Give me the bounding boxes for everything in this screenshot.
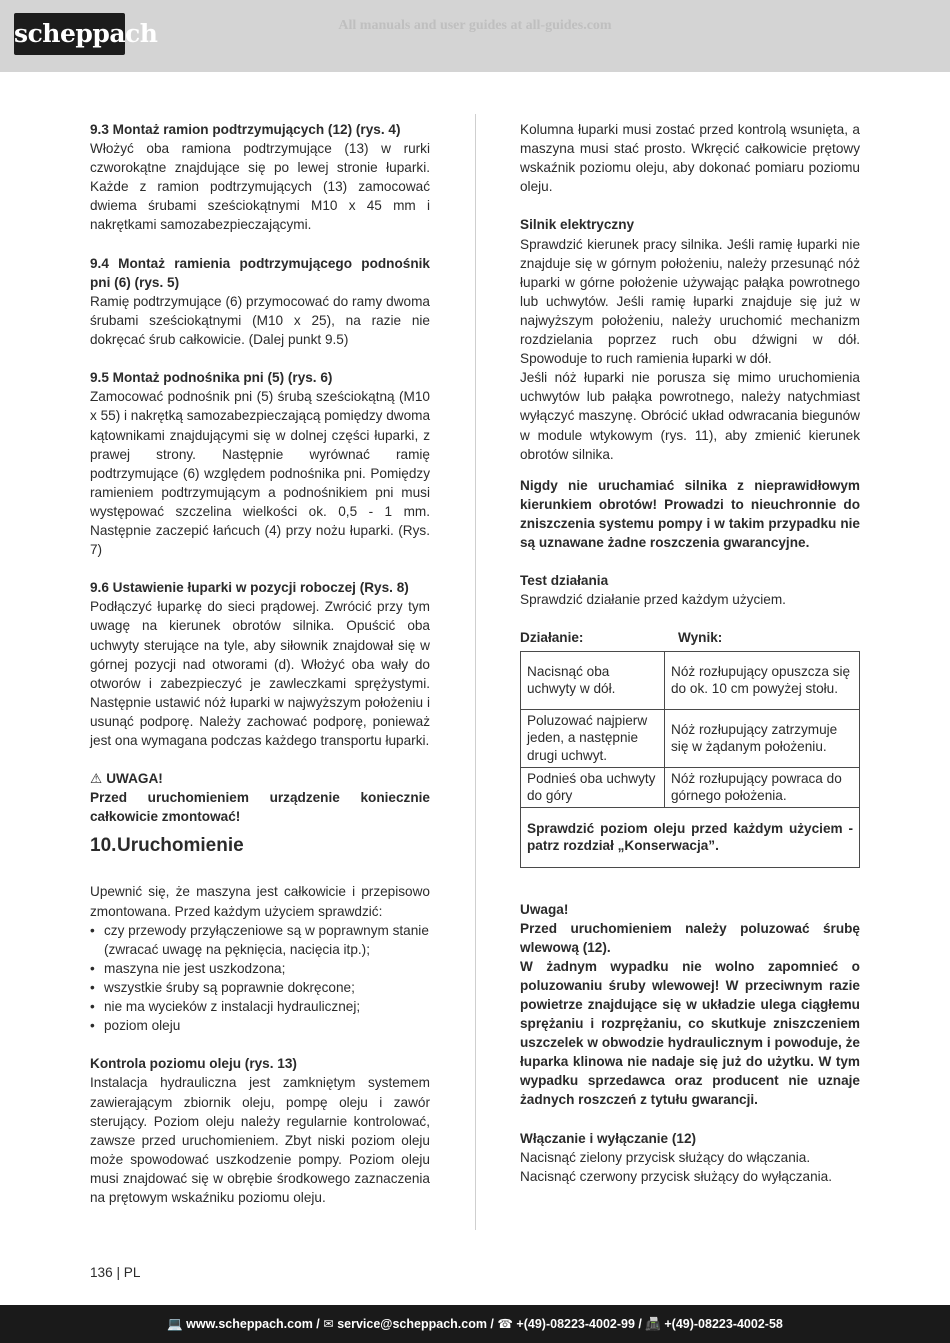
section-10-intro: Upewnić się, że maszyna jest całkowicie i przepisowo zmontowana. Przed każdym użyciem sprawdzić: [90,884,430,919]
column-divider [475,114,476,1230]
list-item: • nie ma wycieków z instalacji hydraulicznej; [90,997,430,1016]
caution-line-2: W żadnym wypadku nie wolno zapomnieć o poluzowaniu śruby wlewowej! W przeciwnym razie powietrze znajdujące się w układzie ulega ciągłemu sprężaniu i rozprężaniu, co skutkuje zniszczeniem uszczelek w obwodzie hydraulicznym i powoduje, że łuparka klinowa nie nadaje się już do użytku. W tym wypadku sprzedawca oraz producent nie uznaje żadnych roszczeń z tytułu gwarancji. [520,958,860,1108]
warning-body: Przed uruchomieniem urządzenie koniecznie całkowicie zmontować! [90,790,430,825]
table-header [520,628,860,647]
table-cell-result: Nóż rozłupujący powraca do górnego położenia. [665,767,860,807]
list-item: • czy przewody przyłączeniowe są w poprawnym stanie (zwracać uwagę na pęknięcia, nacięcia itp.); [90,921,430,959]
table-cell-result: Nóż rozłupujący zatrzymuje się w żądanym położeniu. [665,709,860,767]
table-row [521,767,860,807]
table-row [521,709,860,767]
section-9-5-body: Zamocować podnośnik pni (5) śrubą sześciokątną (M10 x 55) i nakrętką samozabezpieczającą pomiędzy dwoma kątownikami znajdującymi się w dolnej części łuparki, z prawej strony. Następnie wyrównać ramię podtrzymujące (6) względem podnośnika pni. Pomiędzy ramieniem podtrzymującym a podnośnikiem pni musi występować szczelina wielkości ok. 0,5 - 1 mm. Następnie zaczepić łańcuch (4) przy nożu łuparki. (Rys. 7) [90,389,431,558]
section-10-heading [90,834,430,858]
section-9-3-body: Włożyć oba ramiona podtrzymujące (13) w rurki czworokątne znajdujące się po lewej stronie łuparki. Każde z ramion podtrzymujących (13) zamocować dwiema śrubami sześciokątnymi M10 x 45 mm i nakrętkami samozabezpieczającymi. [90,141,430,233]
table-cell-action: Podnieś oba uchwyty do góry [521,767,665,807]
section-9-6-title: 9.6 Ustawienie łuparki w pozycji roboczej (Rys. 8) [90,580,409,596]
left-column [90,120,430,1207]
section-10-title: Uruchomienie [117,835,244,857]
function-test-table [520,651,860,868]
section-9-5-title: 9.5 Montaż podnośnika pni (5) (rys. 6) [90,370,333,386]
column-header-result: Wynik: [678,630,723,646]
function-test-title: Test działania [520,573,609,589]
list-item: • maszyna nie jest uszkodzona; [90,959,430,978]
section-9-6-body: Podłączyć łuparkę do sieci prądowej. Zwrócić przy tym uwagę na kierunek obrotów silnika. Opuścić oba uchwyty sterujące na tyle, aby siłownik znajdował się w górnej pozycji nad otworami (d). Włożyć oba wały do otworów i zabezpieczyć je zawleczkami sprężystymi. Następnie ustawić nóż łuparki w najwyższym położeniu i usunąć podporę. Należy zachować podporę, ponieważ jest ona wymagana podczas każdego transportu łuparki. [90,599,430,748]
table-cell-action: Nacisnąć oba uchwyty w dół. [521,651,665,709]
list-item: • wszystkie śruby są poprawnie dokręcone; [90,978,430,997]
table-row [521,651,860,709]
motor-title: Silnik elektryczny [520,217,635,233]
oil-level-continued: Kolumna łuparki musi zostać przed kontrolą wsunięta, a maszyna musi stać prosto. Wkręcić całkowicie prętowy wskaźnik poziomu oleju, aby dokonać pomiaru poziomu oleju. [520,122,860,195]
list-item: • poziom oleju [90,1016,430,1035]
oil-level-body: Instalacja hydrauliczna jest zamkniętym systemem zawierającym zbiornik oleju, pompę oleju i zawór sterujący. Poziom oleju należy regularnie kontrolować, zawsze przed uruchomieniem. Zbyt niski poziom oleju może spowodować uszkodzenie pompy. Poziom oleju musi znajdować się w obrębie środkowego zaznaczenia na prętowym wskaźniku poziomu oleju. [90,1075,430,1205]
column-header-action: Działanie: [520,630,584,646]
section-9-4-body: Ramię podtrzymujące (6) przymocować do ramy dwoma śrubami sześciokątnymi (M10 x 25), na razie nie dokręcać śrub całkowicie. (Dalej punkt 9.5) [90,293,430,348]
caution-title: Uwaga! [520,901,569,917]
footer-bar [0,1305,950,1343]
switch-line-2: Nacisnąć czerwony przycisk służący do wyłączania. [520,1168,833,1184]
function-test-body: Sprawdzić działanie przed każdym użyciem. [520,592,786,608]
header-bar [0,0,950,72]
section-10-number: 10. [90,835,117,857]
table-cell-result: Nóż rozłupujący opuszcza się do ok. 10 cm powyżej stołu. [665,651,860,709]
switch-line-1: Nacisnąć zielony przycisk służący do włączania. [520,1149,811,1165]
watermark-text: All manuals and user guides at all-guides.com [338,18,612,33]
table-note: Sprawdzić poziom oleju przed każdym użyciem - patrz rozdział „Konserwacja”. [521,807,860,867]
warning-triangle-icon: ⚠ [90,771,103,787]
section-9-4-title: 9.4 Montaż ramienia podtrzymującego podnośnik pni (6) (rys. 5) [90,255,430,290]
footer-contact: 💻 www.scheppach.com / ✉ service@scheppach.com / ☎ +(49)-08223-4002-99 / 📠 +(49)-08223-4002-58 [167,1317,783,1331]
right-column [520,120,860,1186]
table-row [521,807,860,867]
switch-title: Włączanie i wyłączanie (12) [520,1130,697,1146]
brand-logo: scheppach [14,13,125,55]
motor-body-2: Jeśli nóż łuparki nie porusza się mimo uruchomienia uchwytów lub pałąka powrotnego, należy natychmiast wyłączyć maszynę. Obrócić układ odwracania biegunów w module wtykowym (rys. 11), aby zmienić kierunek obrotów silnika. [520,370,860,462]
oil-level-title: Kontrola poziomu oleju (rys. 13) [90,1056,297,1072]
motor-warning: Nigdy nie uruchamiać silnika z nieprawidłowym kierunkiem obrotów! Prowadzi to nieuchronnie do zniszczenia systemu pompy i w takim przypadku nie są uznawane żadne roszczenia gwarancyjne. [520,477,860,550]
caution-line-1: Przed uruchomieniem należy poluzować śrubę wlewową (12). [520,920,860,955]
checklist [90,921,430,1036]
motor-body-1: Sprawdzić kierunek pracy silnika. Jeśli ramię łuparki nie znajduje się w górnym położeniu, należy przesunąć nóż łuparki w górne położenie używając pałąka powrotnego lub uchwytów. Jeśli ramię łuparki znajduje się już w najwyższym położeniu, należy uruchomić mechanizm rozdzielania poprzez ruch obu dźwigni w dół. Spowoduje to ruch ramienia łuparki w dół. [520,236,860,367]
page-number: 136 | PL [90,1265,141,1280]
warning-title: UWAGA! [106,771,163,787]
table-cell-action: Poluzować najpierw jeden, a następnie drugi uchwyt. [521,709,665,767]
warning-heading [90,769,430,788]
section-9-3-title: 9.3 Montaż ramion podtrzymujących (12) (rys. 4) [90,122,401,137]
